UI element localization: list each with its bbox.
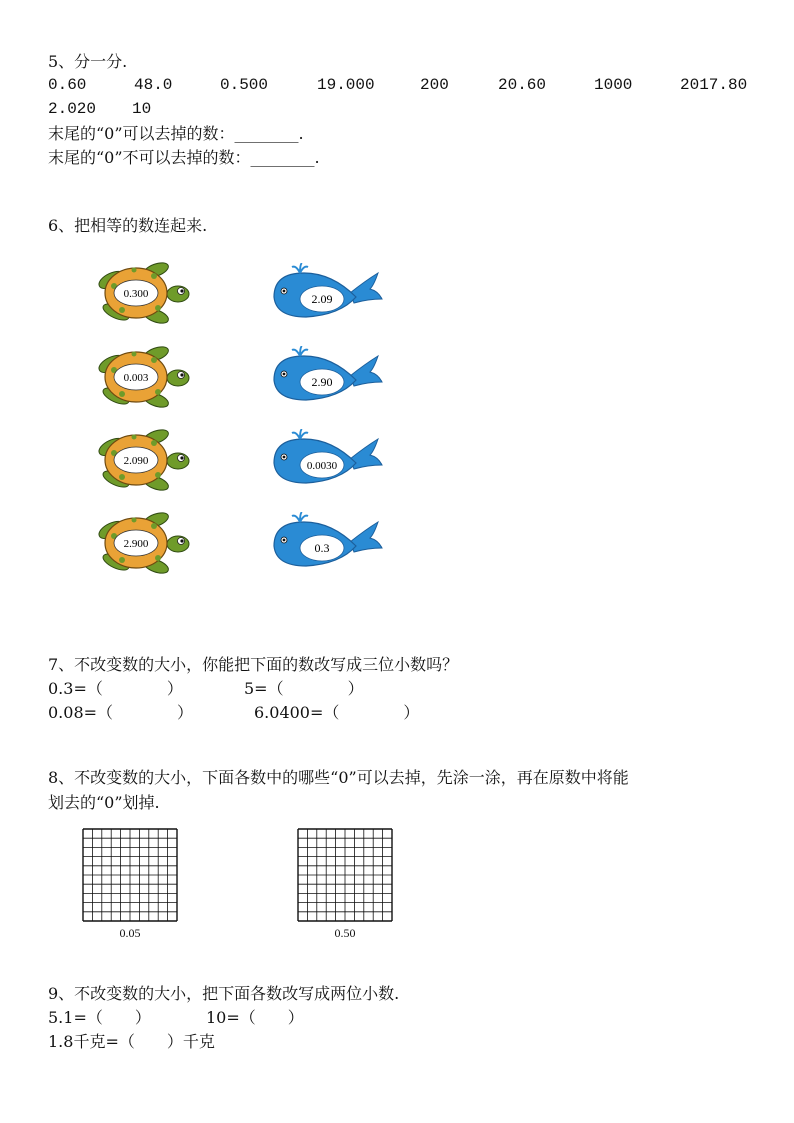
turtle-card[interactable] xyxy=(94,258,194,330)
q5-number: 0.500 xyxy=(220,76,269,94)
grid-label: 0.05 xyxy=(119,926,141,940)
whale-card[interactable] xyxy=(270,263,386,323)
q7-title: 7、不改变数的大小，你能把下面的数改写成三位小数吗？ xyxy=(48,655,459,674)
q5-number: 0.60 xyxy=(48,76,87,94)
turtle-card[interactable] xyxy=(94,425,194,497)
grid-label: 0.50 xyxy=(334,926,356,940)
q5-number: 19.000 xyxy=(317,76,375,94)
whale-label: 0.0030 xyxy=(306,460,338,472)
whale-label: 2.90 xyxy=(311,375,333,389)
turtle-card[interactable] xyxy=(94,342,194,414)
q9-item: 1.8千克=（ ）千克 xyxy=(48,1032,215,1051)
turtle-label: 2.090 xyxy=(123,455,149,467)
q5-number: 200 xyxy=(420,76,449,94)
q8-title-line-1: 8、不改变数的大小，下面各数中的哪些“0”可以去掉，先涂一涂，再在原数中将能 xyxy=(48,768,629,787)
q5-title: 5、分一分. xyxy=(48,52,128,71)
whale-label: 2.09 xyxy=(311,292,333,306)
turtle-label: 2.900 xyxy=(123,538,149,550)
q5-removable-zero-line: 末尾的“0”可以去掉的数：________. xyxy=(48,124,304,143)
grid-lines xyxy=(82,828,178,922)
q5-number: 20.60 xyxy=(498,76,547,94)
q5-number: 1000 xyxy=(594,76,633,94)
q5-number: 10 xyxy=(132,100,152,118)
q5-non-removable-zero-line: 末尾的“0”不可以去掉的数：________. xyxy=(48,148,320,167)
whale-label: 0.3 xyxy=(314,541,330,555)
whale-card[interactable] xyxy=(270,429,386,489)
grid-lines xyxy=(297,828,393,922)
q9-title: 9、不改变数的大小，把下面各数改写成两位小数. xyxy=(48,984,400,1003)
q7-item: 0.3=（ ） xyxy=(48,679,183,698)
q7-item: 6.0400=（ ） xyxy=(254,703,420,722)
q5-number: 2.020 xyxy=(48,100,97,118)
turtle-label: 0.300 xyxy=(123,288,149,300)
q5-number: 48.0 xyxy=(134,76,173,94)
whale-card[interactable] xyxy=(270,512,386,572)
q7-item: 5=（ ） xyxy=(244,679,364,698)
q6-title: 6、把相等的数连起来. xyxy=(48,216,208,235)
whale-card[interactable] xyxy=(270,346,386,406)
q9-item: 10=（ ） xyxy=(206,1008,304,1027)
q5-number: 2017.80 xyxy=(680,76,748,94)
turtle-card[interactable] xyxy=(94,508,194,580)
hundred-grid[interactable] xyxy=(297,828,393,944)
hundred-grid[interactable] xyxy=(82,828,178,944)
turtle-label: 0.003 xyxy=(123,372,149,384)
q7-item: 0.08=（ ） xyxy=(48,703,194,722)
q8-title-line-2: 划去的“0”划掉. xyxy=(48,793,160,812)
q9-item: 5.1=（ ） xyxy=(48,1008,151,1027)
